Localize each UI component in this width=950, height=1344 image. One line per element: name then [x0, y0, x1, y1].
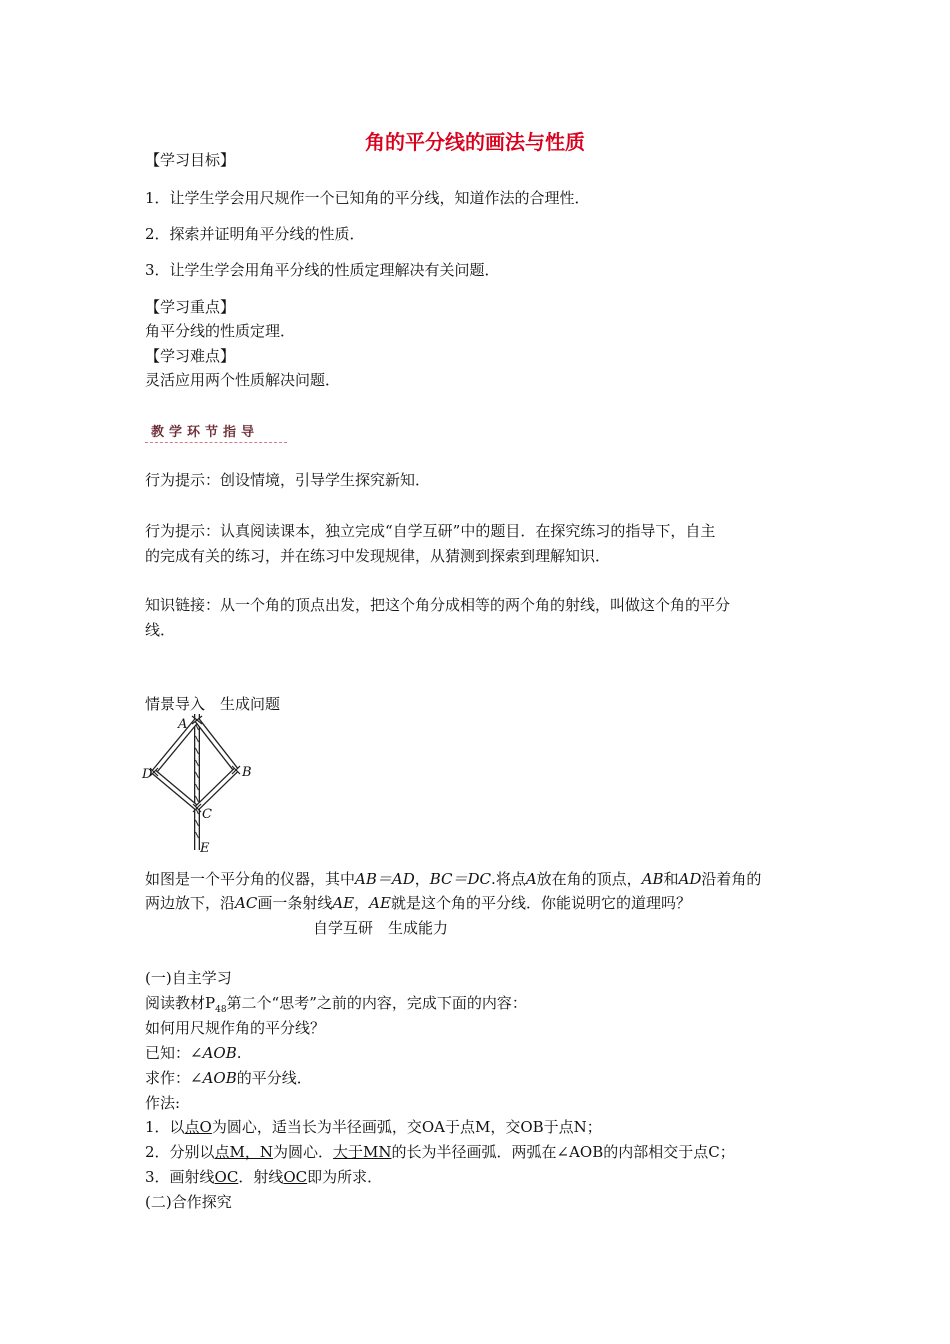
- behavior-hint-2-line2: 的完成有关的练习，并在练习中发现规律，从猜测到探索到理解知识．: [145, 547, 611, 565]
- text: 放在角的顶点，: [536, 870, 642, 888]
- text: 沿着角的: [701, 870, 762, 888]
- text: 阅读教材P: [145, 994, 216, 1012]
- text: AE: [369, 894, 391, 912]
- rod-ab: [197, 720, 236, 770]
- answer-blank: OC: [283, 1168, 308, 1186]
- behavior-hint-2-line1: 行为提示：认真阅读课本，独立完成“自学互研”中的题目．在探究练习的指导下，自主: [145, 522, 716, 540]
- text: 1．以: [145, 1118, 185, 1136]
- text: ．射线: [238, 1168, 284, 1186]
- banner-underline: [145, 442, 287, 443]
- focus-text: 角平分线的性质定理．: [145, 322, 296, 340]
- method-step-1: [145, 1117, 602, 1137]
- text: 第二个“思考”之前的内容，完成下面的内容：: [226, 994, 527, 1012]
- rod-ae: [196, 714, 199, 850]
- label-e: E: [200, 841, 210, 856]
- answer-blank: 点M，N: [214, 1143, 274, 1161]
- text: 两边放下，沿: [145, 894, 236, 912]
- text: 的平分线．: [236, 1069, 312, 1087]
- section-banner: [145, 418, 287, 444]
- text: ，: [354, 894, 370, 912]
- text: AC: [235, 894, 258, 912]
- text: 为圆心，适当长为半径画弧，交OA于点M，交OB于点N；: [211, 1118, 602, 1136]
- text: 如图是一个平分角的仪器，其中: [145, 870, 356, 888]
- find-line: [145, 1068, 312, 1088]
- answer-blank: 点O: [184, 1118, 212, 1136]
- text: ，: [414, 870, 430, 888]
- rod-dc: [154, 772, 197, 808]
- text: 就是这个角的平分线．你能说明它的道理吗？: [390, 894, 691, 912]
- method-label: 作法:: [145, 1094, 181, 1112]
- method-step-3: [145, 1167, 382, 1187]
- goal-item: 2．探索并证明角平分线的性质．: [145, 225, 365, 243]
- self-study-title: 自学互研 生成能力: [313, 919, 449, 937]
- text: .: [236, 1044, 242, 1062]
- rod-bc: [197, 770, 236, 808]
- knowledge-link-line2: 线．: [145, 621, 176, 639]
- goal-item: 3．让学生学会用角平分线的性质定理解决有关问题．: [145, 261, 500, 279]
- text: .将点: [491, 870, 526, 888]
- text: 为圆心．: [273, 1143, 334, 1161]
- text: 求作：∠: [145, 1069, 203, 1087]
- text: 已知：∠: [145, 1044, 203, 1062]
- goals-header: 【学习目标】: [145, 151, 236, 169]
- knowledge-link-line1: 知识链接：从一个角的顶点出发，把这个角分成相等的两个角的射线，叫做这个角的平分: [145, 596, 731, 614]
- banner-text: 教学环节指导: [151, 425, 260, 440]
- page-number: 48: [215, 1005, 227, 1015]
- text: 画一条射线: [257, 894, 333, 912]
- text: 3．画射线: [145, 1168, 215, 1186]
- rod-ad: [154, 720, 197, 772]
- text: 即为所求．: [307, 1168, 383, 1186]
- label-d: D: [142, 767, 153, 782]
- behavior-hint-1: 行为提示：创设情境，引导学生探究新知．: [145, 471, 431, 489]
- method-step-2: [145, 1142, 735, 1162]
- text: AB＝AD: [355, 870, 415, 888]
- angle-bisector-instrument-figure: [140, 710, 270, 858]
- answer-blank: 大于MN: [333, 1143, 392, 1161]
- goal-item: 1．让学生学会用尺规作一个已知角的平分线，知道作法的合理性．: [145, 189, 590, 207]
- text: AOB: [202, 1069, 237, 1087]
- label-a: A: [178, 717, 188, 732]
- text: A: [525, 870, 537, 888]
- page-title: 角的平分线的画法与性质: [365, 130, 585, 154]
- question-line2: [145, 893, 691, 913]
- text: AB: [641, 870, 664, 888]
- label-b: B: [242, 765, 252, 780]
- focus-header: 【学习重点】: [145, 298, 236, 316]
- label-c: C: [202, 807, 212, 822]
- scene-header: 情景导入 生成问题: [145, 695, 281, 713]
- difficulty-header: 【学习难点】: [145, 347, 236, 365]
- text: AE: [332, 894, 355, 912]
- text: 的长为半径画弧．两弧在∠AOB的内部相交于点C；: [391, 1143, 735, 1161]
- how-question: 如何用尺规作角的平分线？: [145, 1019, 326, 1037]
- section-2-title: (二)合作探究: [145, 1193, 232, 1211]
- text: 和: [663, 870, 679, 888]
- text: AD: [678, 870, 702, 888]
- text: AOB: [202, 1044, 237, 1062]
- question-line1: [145, 869, 761, 889]
- known-line: [145, 1043, 242, 1063]
- answer-blank: OC: [214, 1168, 239, 1186]
- difficulty-text: 灵活应用两个性质解决问题．: [145, 371, 341, 389]
- reading-instruction: [145, 993, 527, 1020]
- section-1-title: (一)自主学习: [145, 969, 232, 987]
- text: 2．分别以: [145, 1143, 215, 1161]
- text: BC＝DC: [429, 870, 492, 888]
